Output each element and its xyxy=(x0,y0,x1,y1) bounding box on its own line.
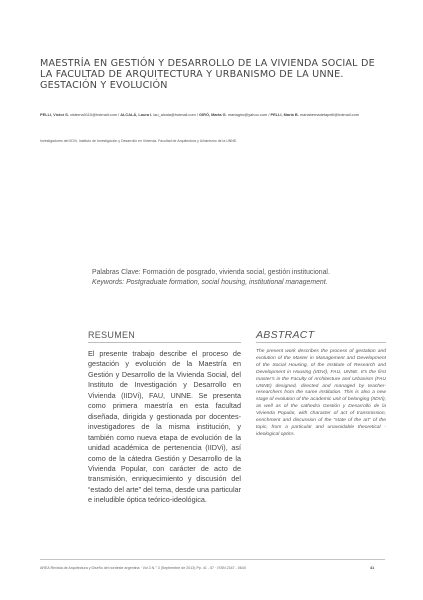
abstract-text: The present work describes the process of gestation and evolution of the Master in Management and Development of the Social Housing, of the Institute of Research and Development in Housing (IIDVi), FAU, UNNE. It’s the first master’s in the Faculty of Architecture and Urbanism (FAU UNNE) designed, directed and managed by teacher-researchers from the same institution. This is also a new stage of evolution of the academic unit of belonging (IIDVi), as well as of the cathedra Gestión y Desarrollo de la Vivienda Popular, with character of act of transmission, enrichment and discussion of the “state of the art” of the topic, from a particular and unavoidable theoretical - ideological optics. xyxy=(256,349,386,437)
author-entry xyxy=(270,112,359,117)
author-name: PELLI, María B. xyxy=(270,112,299,117)
author-email[interactable]: mariabernadetapelli@hotmail.com xyxy=(299,112,360,117)
resumen-rule xyxy=(88,342,241,343)
keywords-block xyxy=(92,268,382,288)
paper-title: MAESTRÍA EN GESTIÓN Y DESARROLLO DE LA VIVIENDA SOCIAL DE LA FACULTAD DE ARQUITECTURA Y URBANISMO DE LA UNNE. GESTACIÓN Y EVOLUCIÓN xyxy=(40,58,375,91)
author-entry xyxy=(120,112,196,117)
footer-rule xyxy=(40,559,385,560)
resumen-heading: RESUMEN xyxy=(88,330,136,340)
author-email[interactable]: cisterna0110@hotmail.com xyxy=(70,112,117,117)
keywords-en: Keywords: Postgraduate formation, social housing, institutional management. xyxy=(92,279,328,286)
abstract-rule xyxy=(256,342,386,343)
author-entry xyxy=(40,112,117,117)
author-list: PELLI, Víctor S. cisterna0110@hotmail.com / ALCALÁ, Laura I. lau_alcala@hotmail.com / GIRÓ, Marta G. martagiro@yahoo.com / PELLI, María B. mariabernadetapelli@hotmail.com xyxy=(40,112,360,117)
author-name: ALCALÁ, Laura I. xyxy=(120,112,153,117)
resumen-text: El presente trabajo describe el proceso de gestación y evolución de la Maestría en Gestión y Desarrollo de la Vivienda Social, del Instituto de Investigación y Desarrollo en Vivienda (IIDVi), FAU, UNNE. Se presenta como primera maestría en esta facultad diseñada, dirigida y gestionada por docentes-investigadores de la misma institución, y también como nueva etapa de evolución de la unidad académica de pertenencia (IIDVi), así como de la cátedra Gestión y Desarrollo de la Vivienda Popular, con carácter de acto de transmisión, enriquecimiento y discusión del “estado del arte” del tema, desde una particular e ineludible óptica teórico-ideológica. xyxy=(88,349,241,505)
author-entry xyxy=(199,112,267,117)
author-email[interactable]: martagiro@yahoo.com xyxy=(227,112,268,117)
keywords-es: Palabras Clave: Formación de posgrado, vivienda social, gestión institucional. xyxy=(92,269,330,276)
journal-footer: AREA Revista de Arquitectura y Diseño del nordeste argentina · Vol 3 N.° 3 (Septiembre de 2013) Pp. 41 - 57 · ISSN 2347 - 064X xyxy=(40,566,247,570)
author-name: GIRÓ, Marta G. xyxy=(199,112,227,117)
author-name: PELLI, Víctor S. xyxy=(40,112,69,117)
affiliation: Investigadores del IIDVi, Instituto de Investigación y Desarrollo en Vivienda. Facultad de Arquitectura y Urbanismo de la UNNE. xyxy=(40,139,238,143)
author-email[interactable]: lau_alcala@hotmail.com xyxy=(153,112,196,117)
page-number: 41 xyxy=(370,566,375,570)
abstract-heading: ABSTRACT xyxy=(256,329,315,341)
